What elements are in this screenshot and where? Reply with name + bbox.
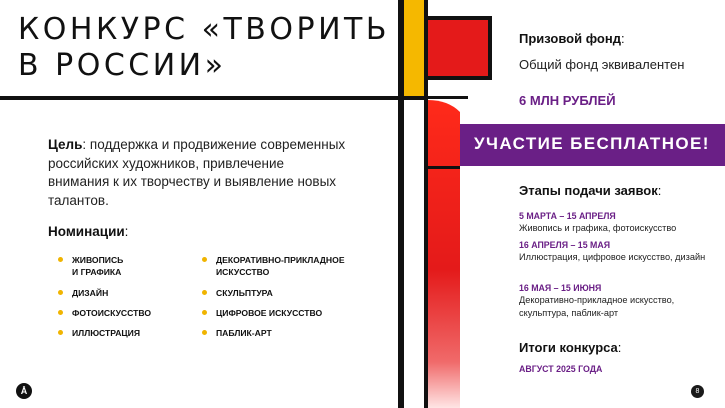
nomination-item: [202, 287, 362, 299]
title-line-2: В РОССИИ»: [18, 48, 227, 83]
stage-date: 5 МАРТА – 15 АПРЕЛЯ: [519, 211, 616, 221]
stage-date: 16 МАЯ – 15 ИЮНЯ: [519, 283, 602, 293]
title-line-1: КОНКУРС «ТВОРИТЬ: [18, 12, 390, 47]
nomination-line: ФОТОИСКУССТВО: [72, 308, 152, 318]
nomination-line: ДЕКОРАТИВНО-ПРИКЛАДНОЕ: [216, 255, 345, 265]
nomination-item: [58, 287, 218, 299]
results-suffix: :: [617, 340, 622, 355]
bullet-dot-icon: [202, 257, 207, 262]
results-date: АВГУСТ 2025 ГОДА: [519, 364, 603, 374]
banner-text: УЧАСТИЕ БЕСПЛАТНОЕ!: [474, 134, 710, 153]
nomination-item: [58, 327, 218, 339]
nominations-suffix: :: [124, 224, 129, 239]
nomination-line: ЦИФРОВОЕ ИСКУССТВО: [216, 308, 323, 318]
stage-description: Иллюстрация, цифровое искусство, дизайн: [519, 252, 706, 262]
stage-description: Живопись и графика, фотоискусство: [519, 223, 677, 233]
stage-date: 16 АПРЕЛЯ – 15 МАЯ: [519, 240, 611, 250]
nomination-item: [58, 254, 218, 278]
stages-heading: [519, 183, 661, 198]
nomination-line: ЖИВОПИСЬ: [72, 255, 124, 265]
goal-text: : поддержка и продвижение современных российских художников, привлечение внимания к их творчеству и выявление новых талантов.: [48, 137, 346, 208]
brand-logo-icon: Å: [16, 383, 32, 399]
title-divider: [0, 96, 398, 100]
bullet-dot-icon: [202, 290, 207, 295]
nomination-line: СКУЛЬПТУРА: [216, 288, 273, 298]
bullet-dot-icon: [58, 290, 63, 295]
nomination-line: ИСКУССТВО: [216, 267, 270, 277]
free-participation-banner: [460, 124, 725, 166]
results-label: Итоги конкурса: [519, 340, 618, 355]
stage-description: Декоративно-прикладное искусство, скульптура, паблик-арт: [519, 295, 675, 318]
page-title: [18, 12, 398, 84]
results-heading: [519, 340, 621, 355]
page-number: 8: [691, 385, 704, 398]
nominations-heading: [48, 224, 128, 239]
nomination-item: [202, 327, 362, 339]
bullet-dot-icon: [202, 330, 207, 335]
right-column-divider: [398, 96, 468, 99]
bullet-dot-icon: [58, 310, 63, 315]
nomination-line: ПАБЛИК-АРТ: [216, 328, 272, 338]
nomination-item: [202, 307, 392, 319]
goal-paragraph: [48, 136, 348, 210]
nomination-line: ДИЗАЙН: [72, 288, 109, 298]
nomination-line: И ГРАФИКА: [72, 267, 122, 277]
prize-heading: [519, 31, 625, 46]
prize-text: Общий фонд эквивалентен: [519, 57, 685, 72]
nominations-label: Номинации: [48, 224, 125, 239]
nomination-item: [58, 307, 218, 319]
red-square-decoration: [424, 16, 492, 80]
nomination-line: ИЛЛЮСТРАЦИЯ: [72, 328, 141, 338]
nomination-item: [202, 254, 392, 278]
stages-suffix: :: [657, 183, 662, 198]
goal-label: Цель: [48, 137, 83, 152]
bullet-dot-icon: [58, 257, 63, 262]
stages-label: Этапы подачи заявок: [519, 183, 658, 198]
prize-suffix: :: [620, 31, 625, 46]
prize-amount: 6 МЛН РУБЛЕЙ: [519, 93, 616, 108]
bullet-dot-icon: [202, 310, 207, 315]
bullet-dot-icon: [58, 330, 63, 335]
prize-label: Призовой фонд: [519, 31, 621, 46]
